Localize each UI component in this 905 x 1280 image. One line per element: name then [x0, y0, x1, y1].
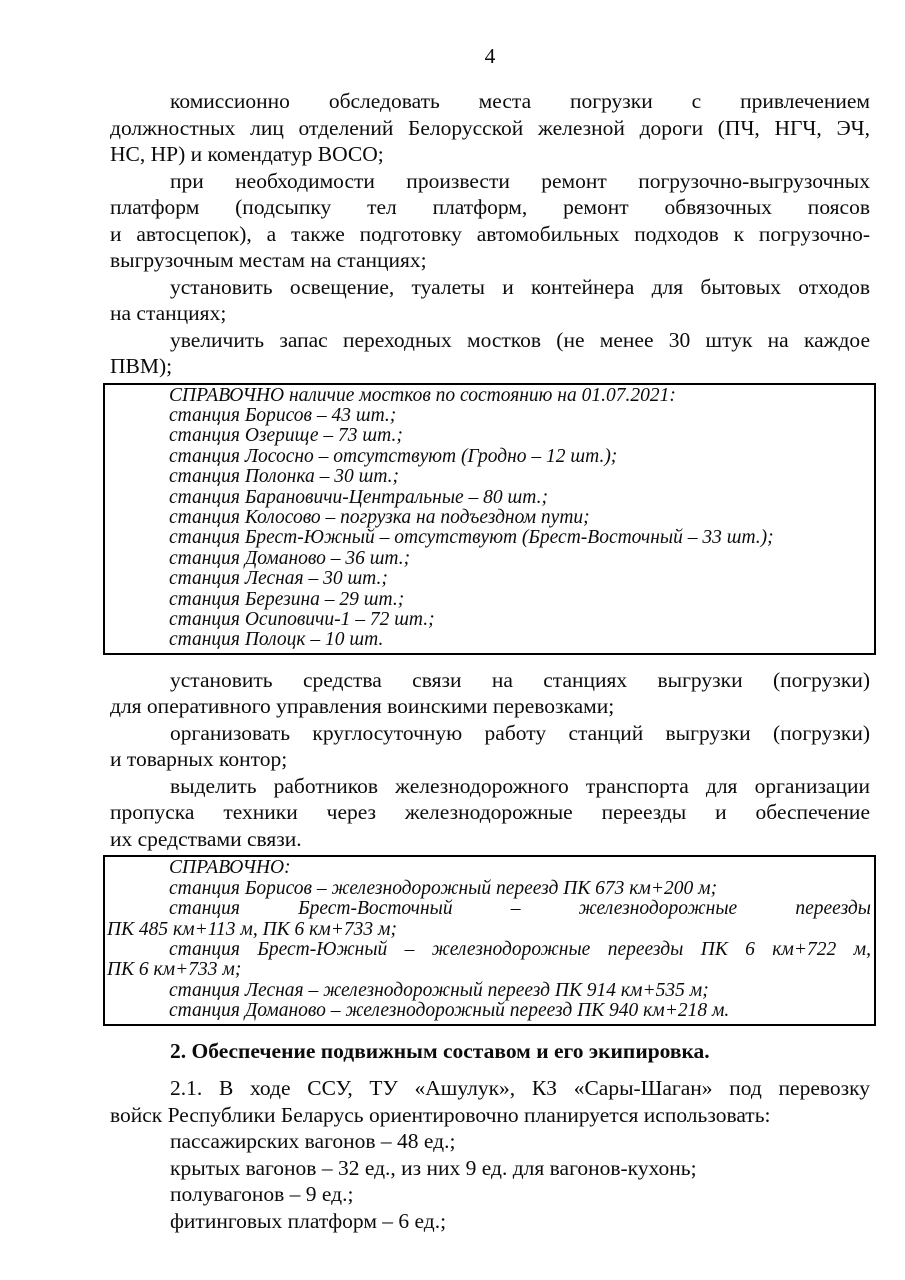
paragraph-round-the-clock [110, 720, 870, 773]
paragraph-bridges-stock [110, 327, 870, 380]
text-line: пассажирских вагонов – 48 ед.; [170, 1129, 456, 1154]
box-text-line: станция Полоцк – 10 шт. [169, 629, 384, 651]
box-text-line: СПРАВОЧНО: [169, 857, 291, 879]
box-text-line: станция Колосово – погрузка на подъездном пути; [169, 506, 590, 528]
text-line: увеличить запас переходных мостков (не менее 30 штук на каждое [170, 327, 870, 352]
box-text-line: станция Барановичи-Центральные – 80 шт.; [169, 486, 548, 508]
box-text-line: станция Лососно – отсутствуют (Гродно – 12 шт.); [169, 445, 618, 467]
box-text-line: станция Березина – 29 шт.; [169, 588, 405, 610]
heading-text: 2. Обеспечение подвижным составом и его экипировка. [170, 1038, 710, 1063]
box-text-line: станция Доманово – железнодорожный переезд ПК 940 км+218 м. [169, 1000, 730, 1022]
text-line: их средствами связи. [110, 826, 302, 851]
document-page [0, 43, 905, 1280]
box-text-line: станция Брест-Восточный – железнодорожные переезды [169, 898, 871, 920]
text-line: установить освещение, туалеты и контейнера для бытовых отходов [170, 274, 870, 299]
text-line: организовать круглосуточную работу станций выгрузки (погрузки) [170, 720, 870, 745]
document-content [107, 88, 871, 1234]
text-line: должностных лиц отделений Белорусской железной дороги (ПЧ, НГЧ, ЭЧ, [110, 115, 870, 140]
text-line: фитинговых платформ – 6 ед.; [170, 1208, 447, 1233]
box-text-line: станция Брест-Южный – железнодорожные переезды ПК 6 км+722 м, [169, 938, 871, 960]
reference-box-bridges [103, 383, 876, 655]
paragraph-platform-repair [110, 168, 870, 274]
paragraph-2-1-intro [110, 1075, 870, 1128]
box-text-line: ПК 485 км+113 м, ПК 6 км+733 м; [107, 918, 397, 940]
text-line: при необходимости произвести ремонт погрузочно-выгрузочных [170, 168, 870, 193]
text-line: полувагонов – 9 ед.; [170, 1182, 354, 1207]
box-text-line: станция Доманово – 36 шт.; [169, 547, 411, 569]
text-line: установить средства связи на станциях выгрузки (погрузки) [170, 667, 870, 692]
box-text-line: СПРАВОЧНО наличие мостков по состоянию на 01.07.2021: [169, 384, 676, 406]
text-line: и товарных контор; [110, 747, 288, 772]
text-line: НС, НР) и комендатур ВОСО; [110, 142, 384, 166]
text-line: и автосцепок), а также подготовку автомобильных подходов к погрузочно- [110, 221, 870, 246]
box-text-line: станция Лесная – 30 шт.; [169, 568, 388, 590]
box-text-line: станция Полонка – 30 шт.; [169, 466, 400, 488]
paragraph-commission-survey [110, 88, 870, 168]
text-line: пропуска техники через железнодорожные переезды и обеспечение [110, 800, 870, 825]
reference-box-crossings [103, 855, 876, 1025]
box-text-line: станция Брест-Южный – отсутствуют (Брест-Восточный – 33 шт.); [169, 527, 774, 549]
list-line-fitting-platforms [110, 1208, 870, 1235]
text-line: выгрузочным местам на станциях; [110, 248, 427, 272]
page-number: 4 [484, 44, 496, 68]
text-line: для оперативного управления воинскими перевозками; [110, 694, 615, 719]
box-text-line: станция Борисов – железнодорожный переезд ПК 673 км+200 м; [169, 877, 718, 899]
list-line-passenger-cars [110, 1128, 870, 1155]
text-line: на станциях; [110, 301, 227, 325]
box-text-line: станция Лесная – железнодорожный переезд ПК 914 км+535 м; [169, 979, 709, 1001]
text-line: комиссионно обследовать места погрузки с привлечением [170, 89, 870, 113]
text-line: выделить работников железнодорожного транспорта для организации [170, 773, 870, 798]
list-line-gondola-cars [110, 1181, 870, 1208]
paragraph-communications [110, 667, 870, 720]
list-line-covered-cars [110, 1155, 870, 1182]
section-heading-rolling-stock [110, 1038, 870, 1065]
text-line: 2.1. В ходе ССУ, ТУ «Ашулук», КЗ «Сары-Шаган» под перевозку [170, 1076, 870, 1101]
box-text-line: станция Озерище – 73 шт.; [169, 425, 403, 447]
box-text-line: станция Борисов – 43 шт.; [169, 404, 397, 426]
text-line: крытых вагонов – 32 ед., из них 9 ед. для вагонов-кухонь; [170, 1155, 697, 1180]
text-line: войск Республики Беларусь ориентировочно планируется использовать: [110, 1102, 771, 1127]
text-line: платформ (подсыпку тел платформ, ремонт обвязочных поясов [110, 195, 870, 219]
box-text-line: станция Осиповичи-1 – 72 шт.; [169, 608, 435, 630]
paragraph-railway-workers [110, 773, 870, 853]
text-line: ПВМ); [110, 354, 173, 378]
box-text-line: ПК 6 км+733 м; [107, 959, 242, 981]
paragraph-lighting-toilets [110, 274, 870, 327]
